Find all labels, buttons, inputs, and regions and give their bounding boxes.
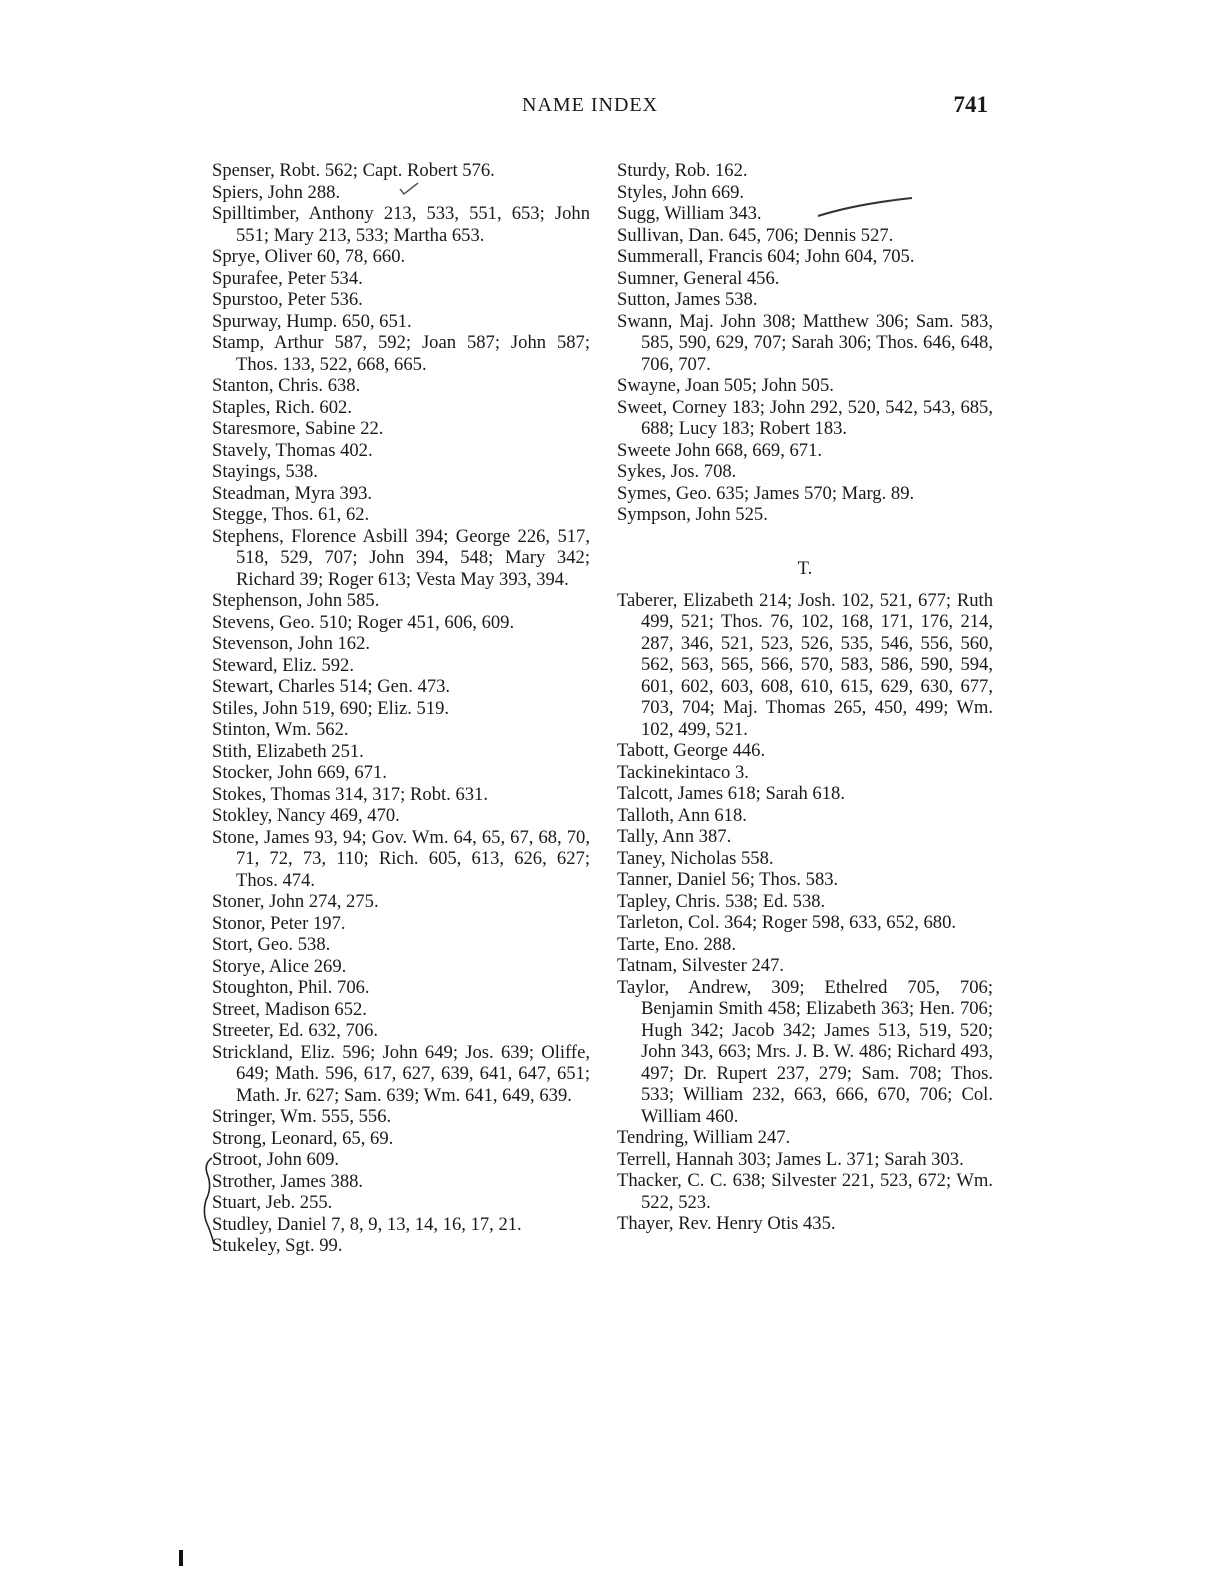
index-entry: Strother, James 388.: [212, 1170, 364, 1192]
index-entry: Stokes, Thomas 314, 317; Robt. 631.: [212, 783, 488, 805]
index-entry: Stroot, John 609.: [212, 1149, 340, 1170]
index-entry: Strickland, Eliz. 596; John 649; Jos. 639; Oliffe, 649; Math. 596, 617, 627, 639, 641, 647, 651; Math. Jr. 627; Sam. 639; Wm. 641, 649, 639.: [212, 1041, 590, 1106]
index-entry: Spilltimber, Anthony 213, 533, 551, 653; John 551; Mary 213, 533; Martha 653.: [212, 203, 590, 246]
index-entry: Steadman, Myra 393.: [212, 482, 373, 504]
index-entry: Stokley, Nancy 469, 470.: [212, 805, 400, 826]
index-entry: Styles, John 669.: [617, 181, 745, 203]
index-entry: Sutton, James 538.: [617, 289, 758, 310]
index-entry: Stoughton, Phil. 706.: [212, 977, 370, 998]
index-entry: Street, Madison 652.: [212, 998, 367, 1020]
index-entry: Tendring, William 247.: [617, 1127, 791, 1148]
index-entry: Stone, James 93, 94; Gov. Wm. 64, 65, 67, 68, 70, 71, 72, 73, 110; Rich. 605, 613, 626, 627; Thos. 474.: [212, 826, 590, 891]
index-entry: Swann, Maj. John 308; Matthew 306; Sam. 583, 585, 590, 629, 707; Sarah 306; Thos. 646, 648, 706, 707.: [617, 310, 993, 375]
index-entry: Sweete John 668, 669, 671.: [617, 439, 823, 461]
index-entry: Tapley, Chris. 538; Ed. 538.: [617, 890, 826, 912]
index-entry: Tarte, Eno. 288.: [617, 933, 737, 955]
index-entry: Symes, Geo. 635; James 570; Marg. 89.: [617, 482, 915, 504]
page-number: 741: [953, 92, 988, 117]
index-entry: Strong, Leonard, 65, 69.: [212, 1127, 394, 1149]
index-entry: Spurafee, Peter 534.: [212, 267, 363, 289]
index-entry: Stuart, Jeb. 255.: [212, 1192, 333, 1213]
index-entry: Storye, Alice 269.: [212, 955, 347, 977]
index-entry: Tackinekintaco 3.: [617, 761, 749, 783]
index-entry: Sullivan, Dan. 645, 706; Dennis 527.: [617, 224, 894, 246]
index-entry: Sykes, Jos. 708.: [617, 461, 737, 482]
index-entry: Stringer, Wm. 555, 556.: [212, 1106, 392, 1127]
index-entry: Sprye, Oliver 60, 78, 660.: [212, 246, 406, 267]
index-entry: Spiers, John 288.: [212, 181, 341, 203]
index-entry: Stoner, John 274, 275.: [212, 891, 379, 912]
index-entry: Stith, Elizabeth 251.: [212, 740, 364, 762]
index-entry: Staples, Rich. 602.: [212, 396, 352, 418]
index-entry: Steward, Eliz. 592.: [212, 654, 355, 676]
index-entry: Thacker, C. C. 638; Silvester 221, 523, 672; Wm. 522, 523.: [617, 1170, 993, 1213]
index-entry: Tarleton, Col. 364; Roger 598, 633, 652, 680.: [617, 912, 957, 933]
index-entry: Spurstoo, Peter 536.: [212, 289, 363, 310]
index-entry: Stocker, John 669, 671.: [212, 762, 387, 783]
index-entry: Terrell, Hannah 303; James L. 371; Sarah 303.: [617, 1148, 964, 1170]
index-entry: Swayne, Joan 505; John 505.: [617, 375, 834, 396]
index-entry: Thayer, Rev. Henry Otis 435.: [617, 1213, 836, 1234]
index-entry: Taney, Nicholas 558.: [617, 847, 774, 869]
index-entry: Sumner, General 456.: [617, 267, 780, 289]
index-entry: Sympson, John 525.: [617, 504, 768, 525]
index-entry: Taberer, Elizabeth 214; Josh. 102, 521, 677; Ruth 499, 521; Thos. 76, 102, 168, 171, 176, 214, 287, 346, 521, 523, 526, 535, 546, 556, 560, 562, 563, 565, 566, 570, 583, 586, 590, 594, 601, 602, 603, 608, 610, 615, 629, 630, 677, 703, 704; Maj. Thomas 265, 450, 499; Wm. 102, 499, 521.: [617, 589, 993, 740]
index-column-left: [212, 160, 590, 1257]
index-entry: Stevens, Geo. 510; Roger 451, 606, 609.: [212, 611, 515, 633]
index-entry: Taylor, Andrew, 309; Ethelred 705, 706; Benjamin Smith 458; Elizabeth 363; Hen. 706; Hugh 342; Jacob 342; James 513, 519, 520; John 343, 663; Mrs. J. B. W. 486; Richard 493, 497; Dr. Rupert 237, 279; Sam. 708; Thos. 533; William 232, 663, 666, 670, 706; Col. William 460.: [617, 976, 993, 1127]
index-entry: Stewart, Charles 514; Gen. 473.: [212, 676, 451, 697]
index-entry: Staresmore, Sabine 22.: [212, 418, 384, 439]
index-entry: Stavely, Thomas 402.: [212, 439, 373, 461]
page-header: [212, 92, 992, 122]
index-entry: Stukeley, Sgt. 99.: [212, 1235, 343, 1256]
index-entry: Studley, Daniel 7, 8, 9, 13, 14, 16, 17, 21.: [212, 1213, 522, 1235]
index-entry: Tabott, George 446.: [617, 740, 766, 761]
index-entry: Sweet, Corney 183; John 292, 520, 542, 543, 685, 688; Lucy 183; Robert 183.: [617, 396, 993, 439]
index-entry: Stephens, Florence Asbill 394; George 226, 517, 518, 529, 707; John 394, 548; Mary 342; Richard 39; Roger 613; Vesta May 393, 394.: [212, 525, 590, 590]
index-entry: Stanton, Chris. 638.: [212, 375, 361, 396]
index-entry: Spenser, Robt. 562; Capt. Robert 576.: [212, 160, 495, 181]
index-entry: Sugg, William 343.: [617, 203, 762, 224]
index-entry: Stonor, Peter 197.: [212, 912, 346, 934]
index-column-right: [617, 160, 993, 1235]
index-entry: Talcott, James 618; Sarah 618.: [617, 783, 845, 804]
index-entry: Stephenson, John 585.: [212, 590, 380, 611]
index-entry: Stort, Geo. 538.: [212, 934, 331, 955]
index-entry: Talloth, Ann 618.: [617, 804, 747, 826]
index-entry: Streeter, Ed. 632, 706.: [212, 1020, 379, 1041]
running-title: NAME INDEX: [522, 94, 659, 116]
index-entry: Stiles, John 519, 690; Eliz. 519.: [212, 697, 450, 719]
index-entry: Stevenson, John 162.: [212, 633, 371, 654]
section-letter: T.: [797, 557, 813, 579]
index-entry: Tatnam, Silvester 247.: [617, 955, 785, 976]
index-entry: Stamp, Arthur 587, 592; Joan 587; John 587; Thos. 133, 522, 668, 665.: [212, 332, 590, 375]
index-entry: Sturdy, Rob. 162.: [617, 160, 748, 181]
index-entry: Tanner, Daniel 56; Thos. 583.: [617, 869, 839, 890]
index-entry: Stinton, Wm. 562.: [212, 719, 349, 740]
index-entry: Tally, Ann 387.: [617, 826, 732, 847]
index-entry: Stayings, 538.: [212, 461, 318, 482]
pencil-corner-mark: [176, 1548, 186, 1568]
index-entry: Summerall, Francis 604; John 604, 705.: [617, 246, 915, 267]
index-entry: Stegge, Thos. 61, 62.: [212, 504, 370, 525]
index-entry: Spurway, Hump. 650, 651.: [212, 310, 412, 332]
